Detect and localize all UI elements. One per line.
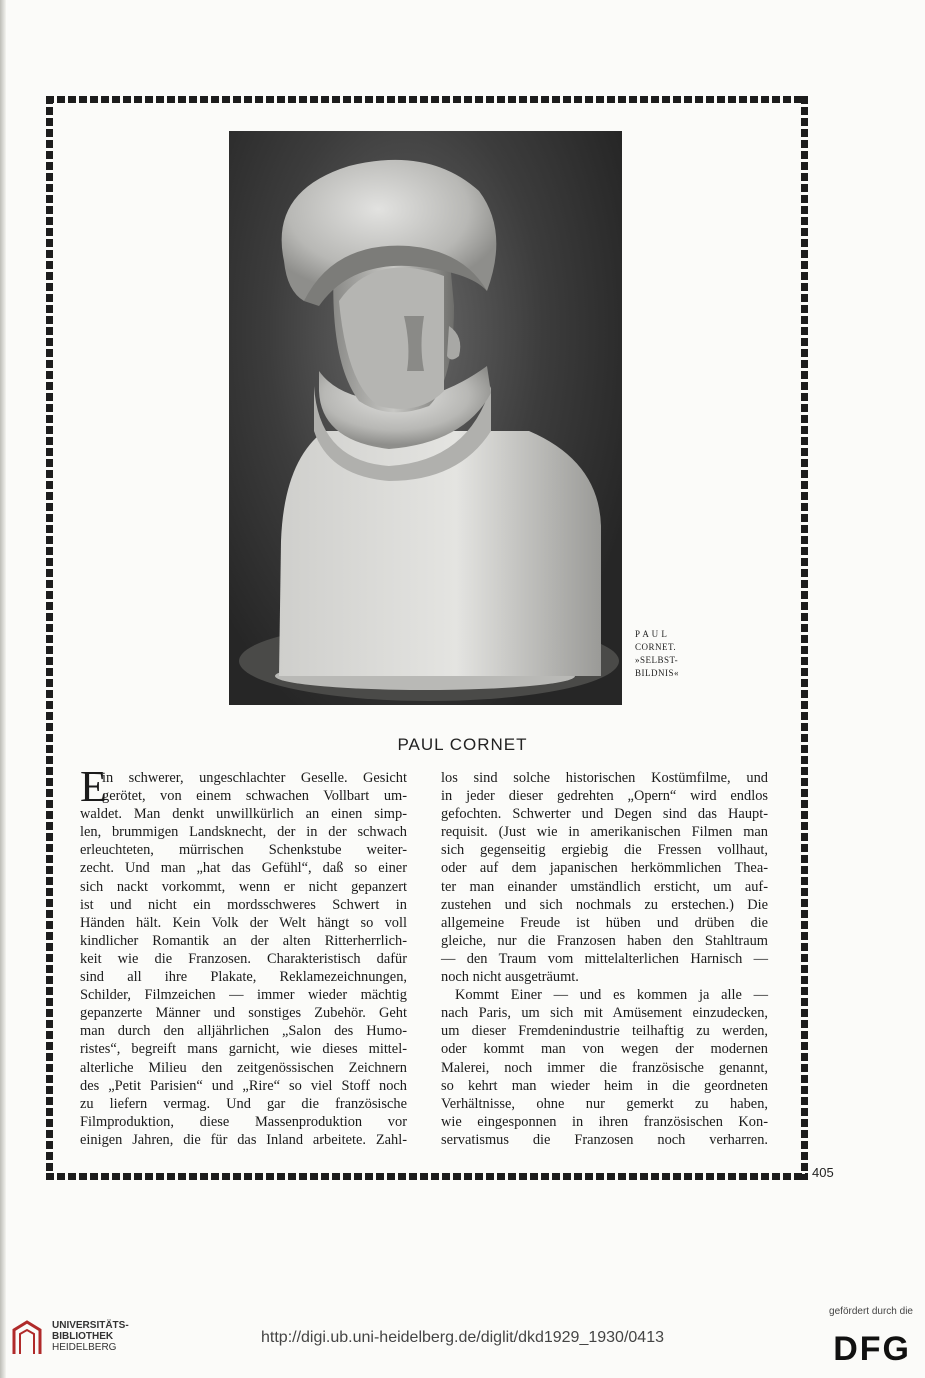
text-line: Verhältnisse, ohne nur gemerkt zu haben, <box>441 1095 768 1112</box>
text-line: alterliche Milieu den zeitgenössischen Zeichnern <box>80 1059 407 1076</box>
text-line: Schilder, Filmzeichen — immer wieder mächtig <box>80 987 407 1004</box>
text-line: nach Paris, um sich mit Amüsement einzudecken, <box>441 1005 768 1022</box>
text-line: noch nicht ausgeträumt. <box>441 969 579 986</box>
text-line: Kommt Einer — und es kommen ja alle — <box>455 987 768 1004</box>
library-name-line: HEIDELBERG <box>52 1342 117 1353</box>
text-line: ristes“, begreift mans garnicht, wie dieses mittel- <box>80 1041 407 1058</box>
border-bottom <box>46 1173 808 1180</box>
text-line: in jeder dieser gedrehten „Opern“ wird endlos <box>441 788 768 805</box>
text-line: erleuchteten, mürrischen Schenkstube weiter- <box>80 842 407 859</box>
text-line: zecht. Und man „hat das Gefühl“, daß so einer <box>80 860 407 877</box>
text-line: los sind solche historischen Kostümfilme, und <box>441 770 768 786</box>
caption-line: BILDNIS« <box>635 668 679 678</box>
text-line: gefochten. Schwerter und Degen sind das Haupt- <box>441 806 768 823</box>
page-number: 405 <box>812 1165 834 1180</box>
library-name-line: UNIVERSITÄTS- <box>52 1320 129 1331</box>
text-line: in schwerer, ungeschlachter Geselle. Gesicht <box>102 770 407 786</box>
text-line: wie eingesponnen in ihren französischen Kon- <box>441 1113 768 1130</box>
text-line: Händen hält. Kein Volk der Welt hängt so voll <box>80 914 407 931</box>
library-name-line: BIBLIOTHEK <box>52 1331 114 1342</box>
funding-note: gefördert durch die <box>829 1306 913 1317</box>
text-line: Filmproduktion, diese Massenproduktion vor <box>80 1113 407 1130</box>
text-line: ter man einander umständlich ersticht, um auf- <box>441 878 768 895</box>
text-line: — den Traum vom mittelalterlichen Harnisch — <box>441 950 768 967</box>
text-line: sich gegenseitig ergiebig die Fressen vollhaut, <box>441 842 768 859</box>
caption-line: »SELBST- <box>635 655 679 665</box>
text-line: servatismus die Franzosen noch verharren. <box>441 1131 768 1148</box>
caption-line: P A U L <box>635 629 668 639</box>
text-line: oder kommt man von wegen der modernen <box>441 1041 768 1058</box>
text-line: sind all ihre Plakate, Reklamezeichnungen, <box>80 969 407 986</box>
text-line: Malerei, noch immer die französische genannt, <box>441 1059 768 1076</box>
page-edge <box>0 0 6 1378</box>
text-column-right <box>441 769 768 1149</box>
border-left <box>46 96 53 1180</box>
text-line: gerötet, von einem schwachen Vollbart um- <box>102 788 407 805</box>
sculpture-photograph <box>229 131 622 705</box>
text-line: des „Petit Parisien“ und „Rire“ so viel Stoff noch <box>80 1077 407 1094</box>
text-line: keit wie die Franzosen. Charakteristisch dafür <box>80 950 407 967</box>
caption-line: CORNET. <box>635 642 677 652</box>
text-line: gleiche, nur die Franzosen haben den Stahltraum <box>441 932 768 949</box>
text-line: sich nackt vorkommt, wenn er nicht gepanzert <box>80 878 407 895</box>
text-line: man durch den alljährlichen „Salon des Humo- <box>80 1023 407 1040</box>
text-line: so kehrt man wieder heim in die geordneten <box>441 1077 768 1094</box>
border-right <box>801 96 808 1180</box>
dfg-logo: DFG <box>833 1330 911 1368</box>
text-line: allgemeine Freude ist hüben und drüben die <box>441 914 768 931</box>
text-line: gepanzerte Männer und sonstiges Zubehör. Geht <box>80 1005 407 1022</box>
drop-cap: E <box>80 762 107 811</box>
text-line: len, brummigen Landsknecht, der in der schwach <box>80 824 407 841</box>
text-column-left <box>80 762 407 1149</box>
text-line: waldet. Man denkt unwillkürlich an einen simp- <box>80 806 407 823</box>
photo-caption <box>635 628 715 680</box>
border-top <box>46 96 808 103</box>
text-line: zu liefern vermag. Und gar die französische <box>80 1095 407 1112</box>
text-line: einigen Jahren, die für das Inland arbeitete. Zahl- <box>80 1131 407 1148</box>
text-line: um dieser Fremdenindustrie teilhaftig zu werden, <box>441 1023 768 1040</box>
text-line: zustehen und sich nochmals zu erstechen.) Die <box>441 896 768 913</box>
text-line: kindlicher Romantik an der alten Ritterherrlich- <box>80 932 407 949</box>
bust-sculpture-image <box>229 131 622 705</box>
text-line: requisit. (Just wie in amerikanischen Filmen man <box>441 824 768 841</box>
text-line: oder auf dem japanischen herkömmlichen Thea- <box>441 860 768 877</box>
text-line: ist und nicht ein mordsschweres Schwert in <box>80 896 407 913</box>
permalink-url[interactable]: http://digi.ub.uni-heidelberg.de/diglit/dkd1929_1930/0413 <box>261 1329 664 1346</box>
digitization-footer <box>0 1300 925 1378</box>
article-title: PAUL CORNET <box>397 735 528 754</box>
